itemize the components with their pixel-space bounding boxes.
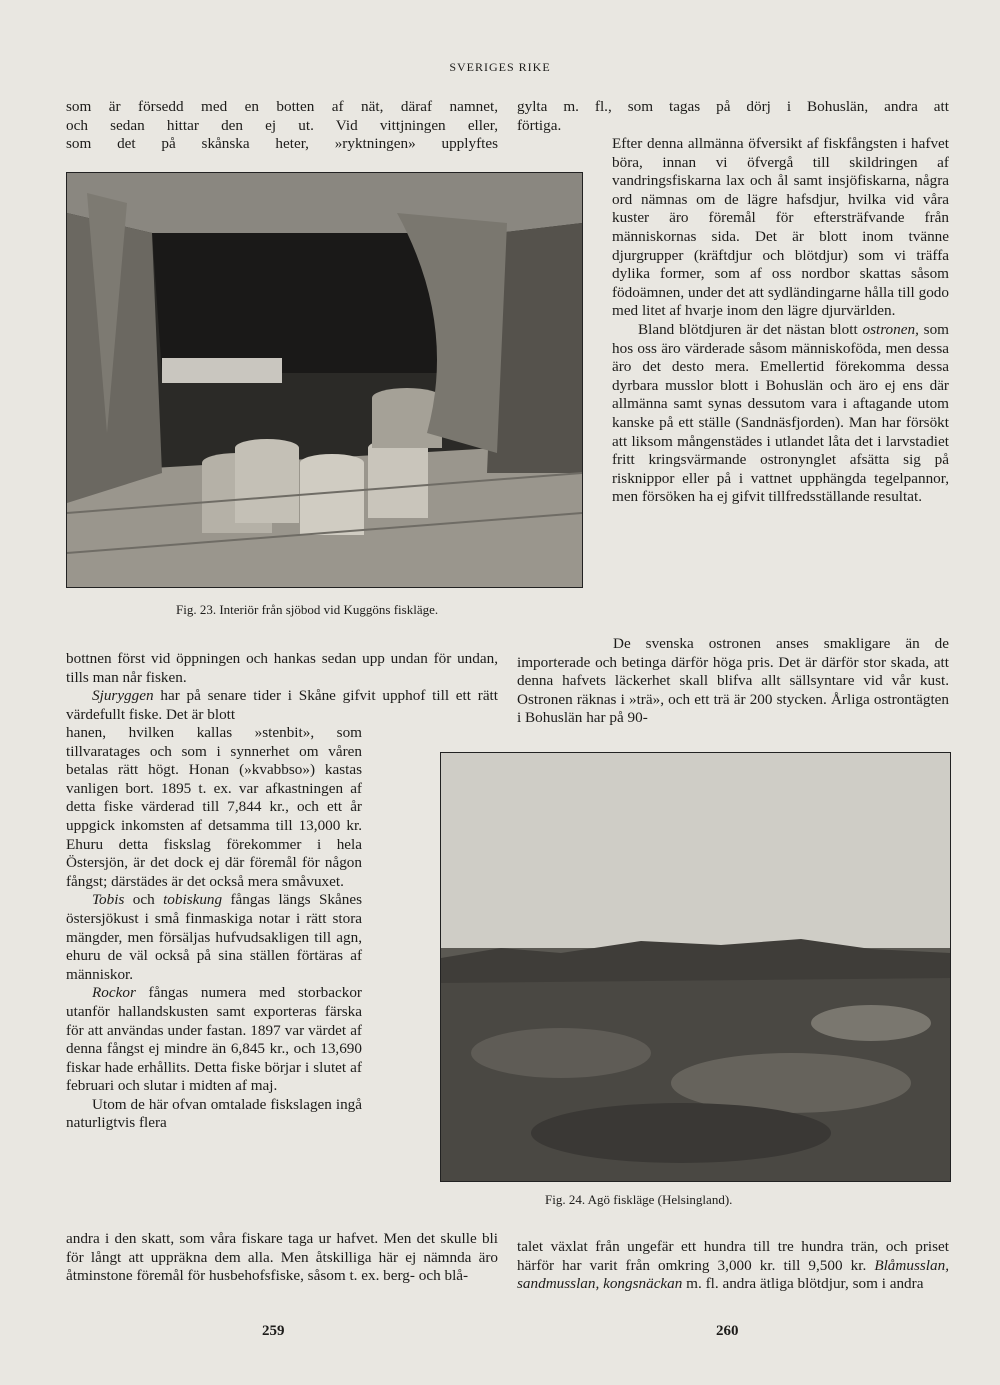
right-lower-text [517,635,949,728]
paragraph: Utom de här ofvan omtalade fiskslagen ingå naturligtvis flera [66,1095,362,1132]
fig24-photo [440,752,951,1182]
emphasis: ostronen, [862,320,919,338]
line: som är försedd med en botten af nät, däraf namnet, [66,98,498,115]
sjobod-interior-illustration [67,173,582,587]
line: och sedan hittar den ej ut. Vid vittjningen eller, [66,116,498,134]
emphasis: Tobis [92,891,125,909]
text-run: m. fl. andra ätliga blötdjur, som i andra [682,1275,924,1293]
page-number-left: 259 [262,1323,285,1339]
paragraph: bottnen först vid öppningen och hankas sedan upp undan för undan, tills man når fisken. [66,650,498,686]
text-run: fångas längs Skånes östersjökust i små finmaskiga notar i rätt stora mängder, men försäljas hufvudsakligen till agn, ehuru de väl också på sina ställen förtäras af människor. [66,891,362,983]
ago-fishing-village-illustration [441,753,950,1181]
paragraph: hanen, hvilken kallas »stenbit», som tillvaratages och som i synnerhet om våren betalas rätt högt. Honan (»kvabbso») kastas vanligen bort. 1895 t. ex. var afkastningen af detta fiske värderad till 7,844 kr., och ett år uppgick inkomsten af detsamma till 13,000 kr. Ehuru detta fiskslag förekommer i hela Östersjön, är det dock ej där föremål för någon fångst; därstädes är det också mera småvuxet. [66,724,362,890]
text-run: som hos oss äro värderade såsom människoföda, men dessa äro det desto mera. Emellertid förekomma dessa dyrbara musslor blott i Bohuslän och äro ej ens där allmänna samt synas dessutom vara i aftagande utom kanske på ett ställe (Sandnäsfjorden). Man har försökt att liksom mångenstädes i utlandet låta det i larvstadiet fritt kringsvärmande ostronynglet afsätta sig på risknippor eller på i vattnet upphängda tegelpannor, men försöken ha ej gifvit tillfredsställande resultat. [612,320,949,506]
paragraph [517,1238,949,1294]
paragraph: andra i den skatt, som våra fiskare taga ur hafvet. Men det skulle bli för långt att uppräkna dem alla. Men åtskilliga här ej nämnda äro åtminstone föremål för husbehofsfiske, såsom t. ex. berg- och blå- [66,1230,498,1285]
left-bottom-text [66,1230,498,1286]
emphasis: Sjuryggen [92,687,154,705]
left-narrow-text [66,724,362,1133]
paragraph: De svenska ostronen anses smakligare än de importerade och betinga därför höga pris. Det är därför stor skada, att denna hafvets läckerhet skall blifva allt sällsyntare vid vår kust. Ostronen räknas i »trä», och ett trä är 200 stycken. Årliga ostrontägten i Bohuslän har på 90- [517,635,949,727]
emphasis: Rockor [92,984,136,1002]
line: förtiga. [517,116,562,134]
paragraph [66,984,362,1096]
text-run: Bland blötdjuren är det nästan blott [638,320,863,338]
paragraph [612,321,949,507]
fig23-caption: Fig. 23. Interiör från sjöbod vid Kuggöns fiskläge. [176,602,439,617]
paragraph [66,687,498,724]
paragraph [66,891,362,984]
left-mid-text [66,650,498,724]
text-run: talet växlat från ungefär ett hundra till tre hundra trän, och priset härför har varit från omkring 3,000 kr. till 9,500 kr. [517,1238,949,1274]
line: som det på skånska heter, »ryktningen» upplyftes [66,135,498,153]
line: gylta m. fl., som tagas på dörj i Bohuslän, andra att [517,98,949,115]
page-number-right: 260 [716,1323,739,1339]
right-bottom-text [517,1238,949,1294]
text-run: har på senare tider i Skåne gifvit upphof till ett rätt värdefullt fiske. Det är blott [66,687,498,723]
emphasis: tobiskung [163,891,223,909]
right-top-text [517,98,949,135]
text-run: och [124,891,164,909]
fig24-caption: Fig. 24. Agö fiskläge (Helsingland). [545,1192,733,1207]
text-run: fångas numera med storbackor utanför hallandskusten samt exporteras färska för att användas under fastan. 1897 var värdet af denna fångst ej mindre än 6,845 kr., och 13,690 fiskar hade erhållits. Detta fiske börjar i slutet af februari och slutar i midten af maj. [66,984,362,1095]
paragraph: Efter denna allmänna öfversikt af fiskfångsten i hafvet böra, innan vi öfvergå till skildringen af vandringsfiskarna lax och ål samt insjöfiskarna, några ord nämnas om de lägre hafsdjur, hvilka vid våra kuster äro föremål för eftersträfvande från människornas sida. Det är blott inom tvänne djurgrupper (kräftdjur och blötdjur) som vi träffa dylika former, som af oss nordbor skattas såsom födoämnen, under det att sydländingarne hålla till godo med litet af hvarje inom den lägre djurvärlden. [612,135,949,320]
right-column-text [612,135,949,507]
fig23-photo [66,172,583,588]
left-top-text [66,98,498,154]
running-header: SVERIGES RIKE [449,60,551,74]
emphasis: Blåmusslan, sandmusslan, kongsnäckan [517,1256,949,1293]
